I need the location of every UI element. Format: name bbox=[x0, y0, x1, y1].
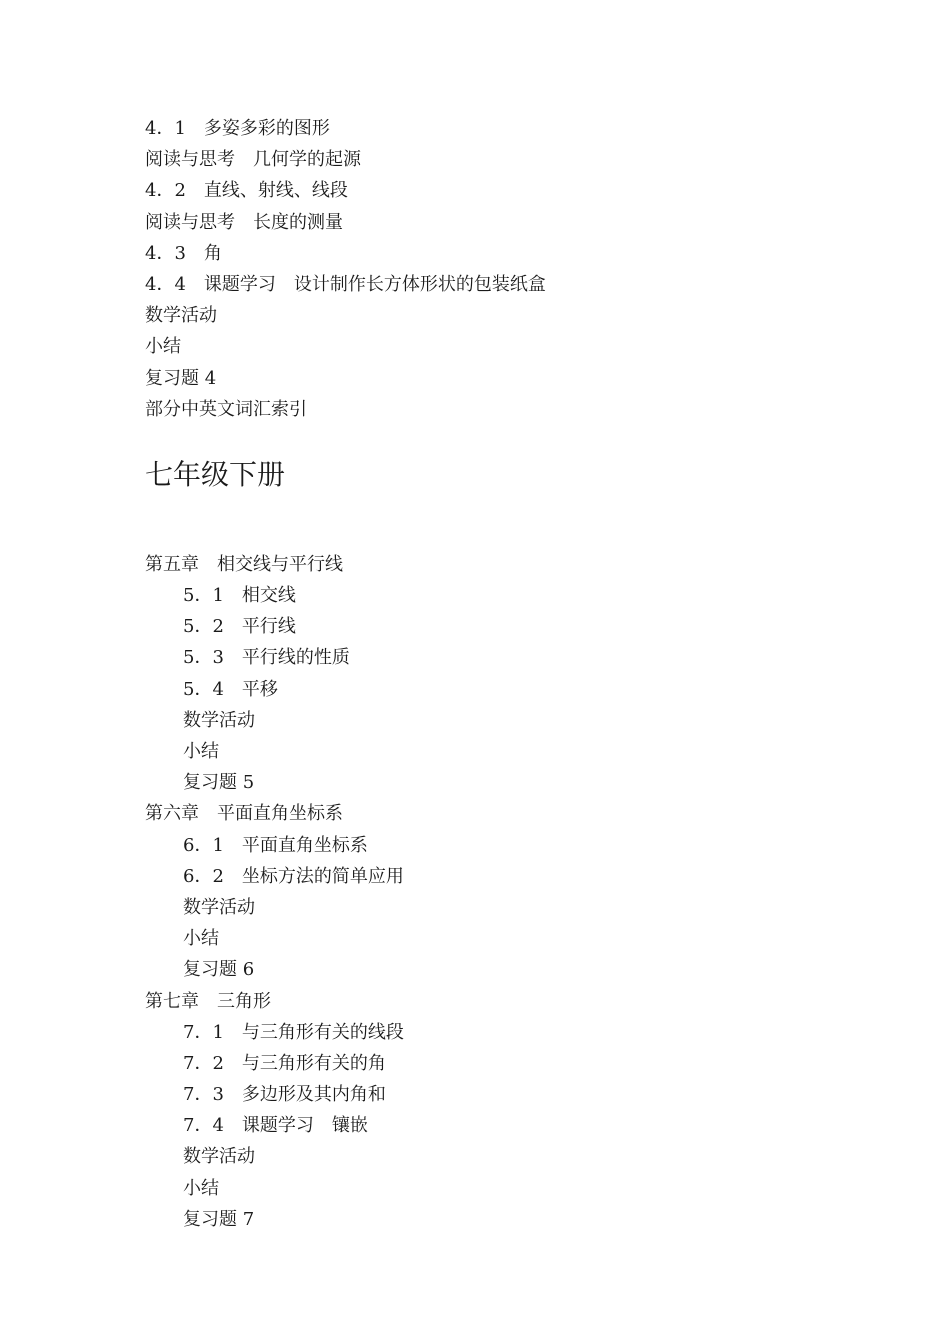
toc-item: 4．4 课题学习 设计制作长方体形状的包装纸盒 bbox=[145, 273, 546, 295]
toc-item: 6．1 平面直角坐标系 bbox=[183, 834, 368, 856]
toc-item: 4．1 多姿多彩的图形 bbox=[145, 118, 330, 139]
toc-item: 小结 bbox=[183, 1177, 219, 1199]
chapter-7 bbox=[145, 986, 905, 1236]
toc-item: 7．2 与三角形有关的角 bbox=[183, 1052, 386, 1074]
toc-item: 4．3 角 bbox=[145, 242, 222, 264]
toc-item: 小结 bbox=[183, 928, 219, 950]
toc-item: 复习题 5 bbox=[183, 772, 255, 794]
toc-item: 复习题 7 bbox=[183, 1208, 255, 1230]
chapter-6 bbox=[145, 798, 905, 985]
volume-heading: 七年级下册 bbox=[145, 457, 286, 491]
toc-item: 数学活动 bbox=[183, 709, 255, 731]
toc-item: 7．1 与三角形有关的线段 bbox=[183, 1021, 404, 1043]
toc-item: 阅读与思考 几何学的起源 bbox=[145, 149, 361, 171]
toc-item: 6．2 坐标方法的简单应用 bbox=[183, 865, 404, 887]
toc-item: 小结 bbox=[145, 336, 181, 358]
toc-page bbox=[145, 113, 905, 1235]
chapter-title: 第六章 平面直角坐标系 bbox=[145, 803, 343, 825]
toc-item: 5．3 平行线的性质 bbox=[183, 647, 350, 669]
toc-item: 5．2 平行线 bbox=[183, 616, 296, 638]
toc-item: 5．1 相交线 bbox=[183, 585, 296, 607]
chapter-5 bbox=[145, 549, 905, 799]
chapter-title: 第七章 三角形 bbox=[145, 990, 271, 1012]
toc-item: 数学活动 bbox=[145, 305, 217, 327]
toc-item: 5．4 平移 bbox=[183, 678, 278, 700]
toc-item: 部分中英文词汇索引 bbox=[145, 398, 307, 420]
toc-item: 7．3 多边形及其内角和 bbox=[183, 1084, 386, 1106]
toc-item: 数学活动 bbox=[183, 896, 255, 918]
toc-item: 小结 bbox=[183, 741, 219, 762]
chapter-title: 第五章 相交线与平行线 bbox=[145, 553, 343, 575]
toc-item: 复习题 4 bbox=[145, 367, 217, 389]
toc-item: 4．2 直线、射线、线段 bbox=[145, 180, 348, 202]
toc-item: 阅读与思考 长度的测量 bbox=[145, 211, 343, 233]
toc-item: 数学活动 bbox=[183, 1146, 255, 1168]
toc-section-grade7-vol1-tail bbox=[145, 113, 905, 425]
toc-item: 复习题 6 bbox=[183, 959, 255, 981]
toc-item: 7．4 课题学习 镶嵌 bbox=[183, 1115, 368, 1137]
